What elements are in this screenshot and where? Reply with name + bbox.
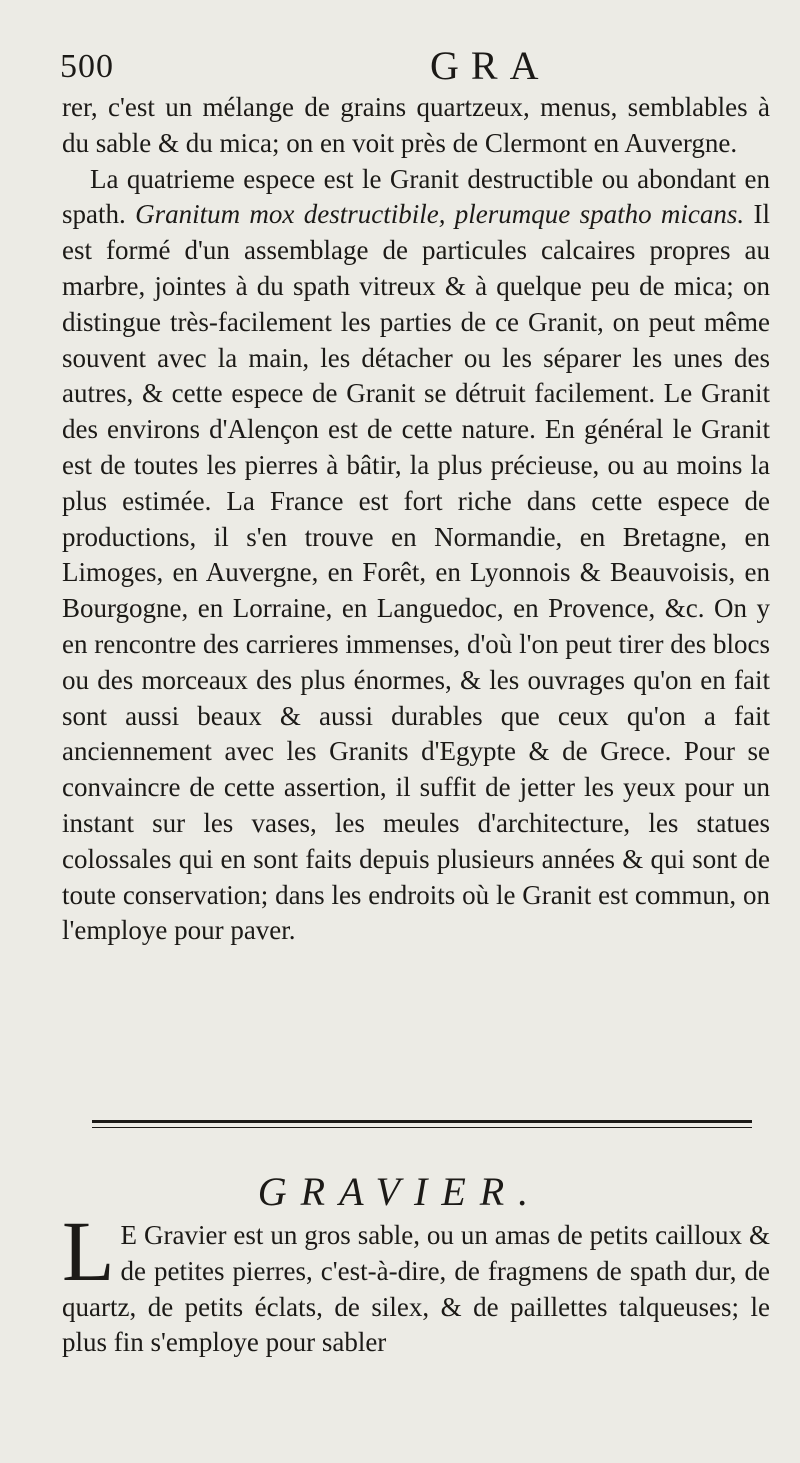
paragraph-2 bbox=[62, 162, 770, 950]
paragraph-2-continued: Il est formé d'un assemblage de particules calcaires propres au marbre, jointes à du spath vitreux & à quelque peu de mica; on distingue très-facilement les parties de ce Granit, on peut même souvent avec la main, les détacher ou les séparer les unes des autres, & cette espece de Granit se détruit facilement. Le Granit des environs d'Alençon est de cette nature. En général le Granit est de toutes les pierres à bâtir, la plus précieuse, ou au moins la plus estimée. La France est fort riche dans cette espece de productions, il s'en trouve en Normandie, en Bretagne, en Limoges, en Auvergne, en Forêt, en Lyonnois & Beauvoisis, en Bourgogne, en Lorraine, en Languedoc, en Provence, &c. On y en rencontre des carrieres immenses, d'où l'on peut tirer des blocs ou des morceaux des plus énormes, & les ouvrages qu'on en fait sont aussi beaux & aussi durables que ceux qu'on a fait anciennement avec les Granits d'Egypte & de Grece. Pour se convaincre de cette assertion, il suffit de jetter les yeux pour un instant sur les vases, les meules d'architecture, les statues colossales qui en sont faits depuis plusieurs années & qui sont de toute conservation; dans les endroits où le Granit est commun, on l'employe pour paver. bbox=[62, 199, 770, 946]
article-title: GRAVIER. bbox=[257, 1169, 543, 1214]
gravier-paragraph bbox=[62, 1203, 770, 1361]
latin-name: Granitum mox destructibile, plerumque spatho micans. bbox=[135, 199, 745, 230]
running-head-word: GRA bbox=[430, 43, 551, 88]
running-head bbox=[60, 40, 760, 90]
granit-text bbox=[62, 90, 770, 949]
paragraph-2-text: La quatrieme espece est le Granit destructible ou abondant en spath. bbox=[62, 163, 770, 230]
gravier-text: E Gravier est un gros sable, ou un amas de petits cailloux & de petites pierres, c'est-à-dire, de fragmens de spath dur, de quartz, de petits éclats, de silex, & de paillettes talqueuses; le plus fin s'employe pour sabler bbox=[62, 1220, 770, 1358]
section-divider-thin bbox=[92, 1127, 752, 1128]
gravier-article bbox=[62, 1203, 770, 1361]
paragraph-1: rer, c'est un mélange de grains quartzeux, menus, semblables à du sable & du mica; on en voit près de Clermont en Auvergne. bbox=[62, 92, 770, 158]
section-divider bbox=[92, 1120, 752, 1123]
page-number: 500 bbox=[60, 48, 114, 85]
drop-cap: L bbox=[62, 1203, 115, 1299]
